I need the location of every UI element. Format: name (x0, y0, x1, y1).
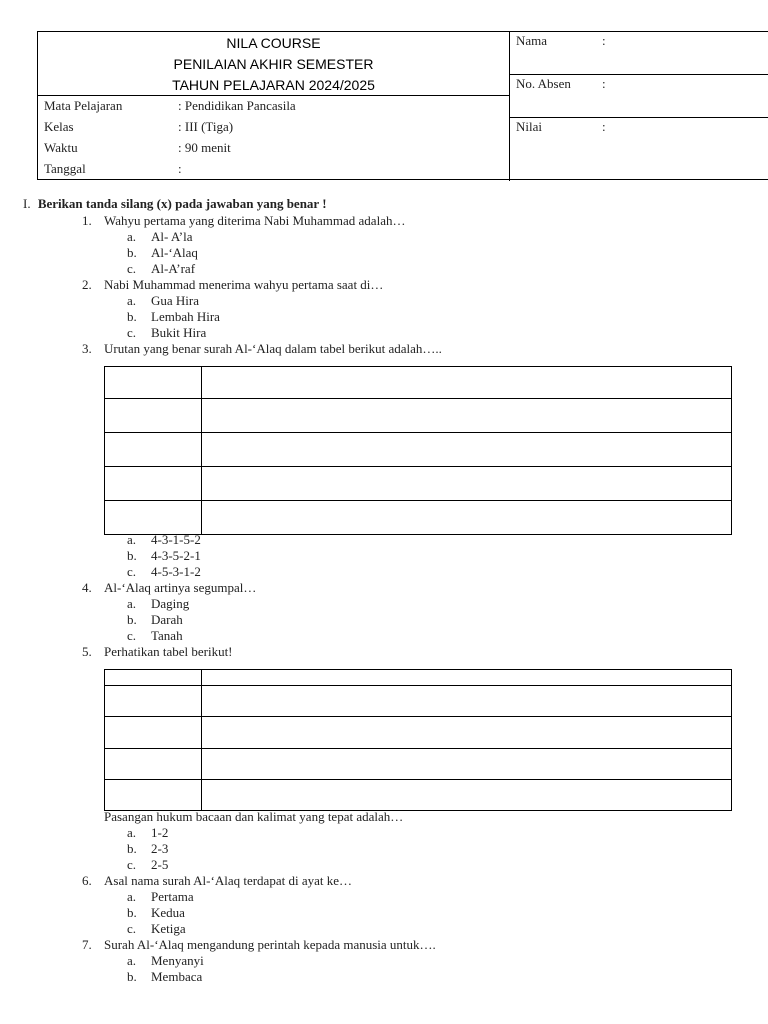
tajwid-table (104, 669, 732, 811)
field-label: No. Absen (516, 76, 571, 91)
info-label: Mata Pelajaran (44, 98, 123, 113)
table-cell (202, 749, 732, 780)
table-row (105, 501, 732, 535)
option-letter: a. (127, 889, 137, 904)
question-number: 1. (82, 213, 92, 228)
info-value: : III (Tiga) (178, 119, 234, 134)
section-heading (23, 196, 327, 212)
question-text: Pasangan hukum bacaan dan kalimat yang tepat adalah… (104, 809, 404, 824)
option-text: Bukit Hira (151, 325, 207, 340)
option-text: Pertama (151, 889, 194, 904)
option-text: Tanah (151, 628, 183, 643)
table-cell (202, 399, 732, 433)
question-number: 3. (82, 341, 92, 356)
question-text: Perhatikan tabel berikut! (104, 644, 233, 659)
table-row (105, 670, 732, 686)
section-instruction: Berikan tanda silang (x) pada jawaban yang benar ! (37, 196, 327, 211)
option-letter: a. (127, 532, 137, 547)
question-text: Asal nama surah Al-‘Alaq terdapat di ayat ke… (104, 873, 352, 888)
table-cell (202, 780, 732, 811)
option-text: 4-5-3-1-2 (151, 564, 201, 579)
option-letter: b. (127, 612, 137, 627)
option-text: Darah (151, 612, 183, 627)
option-letter: c. (127, 564, 137, 579)
option-letter: a. (127, 825, 137, 840)
field-colon: : (602, 119, 606, 134)
question-number: 4. (82, 580, 92, 595)
table-cell (202, 670, 732, 686)
table-cell (105, 399, 202, 433)
option-text: 1-2 (151, 825, 169, 840)
option-text: Membaca (151, 969, 203, 984)
option-letter: b. (127, 905, 137, 920)
option-text: Ketiga (151, 921, 186, 936)
option-letter: c. (127, 325, 137, 340)
field-colon: : (602, 76, 606, 91)
table-cell (202, 433, 732, 467)
table-row (105, 467, 732, 501)
info-label: Kelas (44, 119, 74, 134)
table-row (105, 686, 732, 717)
question-number: 7. (82, 937, 92, 952)
table-row (105, 433, 732, 467)
field-label: Nilai (516, 119, 542, 134)
table-cell (202, 367, 732, 399)
option-letter: b. (127, 841, 137, 856)
info-value: : (178, 161, 182, 176)
table-cell (105, 686, 202, 717)
table-row (105, 717, 732, 749)
table-row (105, 749, 732, 780)
option-text: Al-‘Alaq (151, 245, 198, 260)
option-letter: c. (127, 857, 137, 872)
exam-name: PENILAIAN AKHIR SEMESTER (173, 56, 374, 72)
option-letter: c. (127, 628, 137, 643)
table-cell (202, 467, 732, 501)
option-text: 4-3-1-5-2 (151, 532, 201, 547)
option-letter: b. (127, 548, 137, 563)
question-number: 5. (82, 644, 92, 659)
academic-year: TAHUN PELAJARAN 2024/2025 (172, 77, 375, 93)
option-text: Al-A’raf (151, 261, 196, 276)
field-label: Nama (516, 33, 548, 48)
table-cell (105, 780, 202, 811)
table-row (105, 780, 732, 811)
surah-order-table (104, 366, 732, 535)
option-text: Gua Hira (151, 293, 200, 308)
divider (509, 117, 768, 118)
table-cell (105, 501, 202, 535)
table-cell (105, 467, 202, 501)
divider (509, 32, 510, 181)
option-letter: b. (127, 969, 137, 984)
option-text: Al- A’la (151, 229, 193, 244)
option-letter: a. (127, 596, 137, 611)
table-cell (105, 717, 202, 749)
option-text: Menyanyi (151, 953, 204, 968)
option-letter: b. (127, 245, 137, 260)
question-number: 2. (82, 277, 92, 292)
info-label: Tanggal (44, 161, 86, 176)
table-cell (202, 717, 732, 749)
table-row (105, 399, 732, 433)
table-row (105, 367, 732, 399)
exam-header (37, 31, 768, 180)
question-text: Urutan yang benar surah Al-‘Alaq dalam tabel berikut adalah….. (104, 341, 442, 356)
table-cell (202, 501, 732, 535)
option-text: Kedua (151, 905, 185, 920)
question-text: Al-‘Alaq artinya segumpal… (104, 580, 257, 595)
question-text: Surah Al-‘Alaq mengandung perintah kepada manusia untuk…. (104, 937, 436, 952)
option-text: 4-3-5-2-1 (151, 548, 201, 563)
question-text: Wahyu pertama yang diterima Nabi Muhammad adalah… (104, 213, 406, 228)
table-cell (105, 433, 202, 467)
table-cell (105, 367, 202, 399)
section-numeral: I. (23, 196, 31, 211)
option-text: Lembah Hira (151, 309, 220, 324)
question-text: Nabi Muhammad menerima wahyu pertama saat di… (104, 277, 384, 292)
option-letter: a. (127, 229, 137, 244)
info-value: : 90 menit (178, 140, 231, 155)
course-name: NILA COURSE (226, 35, 321, 51)
option-text: 2-3 (151, 841, 169, 856)
option-text: Daging (151, 596, 190, 611)
info-label: Waktu (44, 140, 78, 155)
option-letter: b. (127, 309, 137, 324)
table-cell (105, 749, 202, 780)
option-letter: a. (127, 953, 137, 968)
option-letter: c. (127, 261, 137, 276)
exam-info (38, 95, 509, 181)
info-value: : Pendidikan Pancasila (178, 98, 296, 113)
field-colon: : (602, 33, 606, 48)
question-number: 6. (82, 873, 92, 888)
option-letter: c. (127, 921, 137, 936)
table-cell (202, 686, 732, 717)
exam-title-block (38, 32, 509, 96)
option-letter: a. (127, 293, 137, 308)
table-cell (105, 670, 202, 686)
option-text: 2-5 (151, 857, 169, 872)
